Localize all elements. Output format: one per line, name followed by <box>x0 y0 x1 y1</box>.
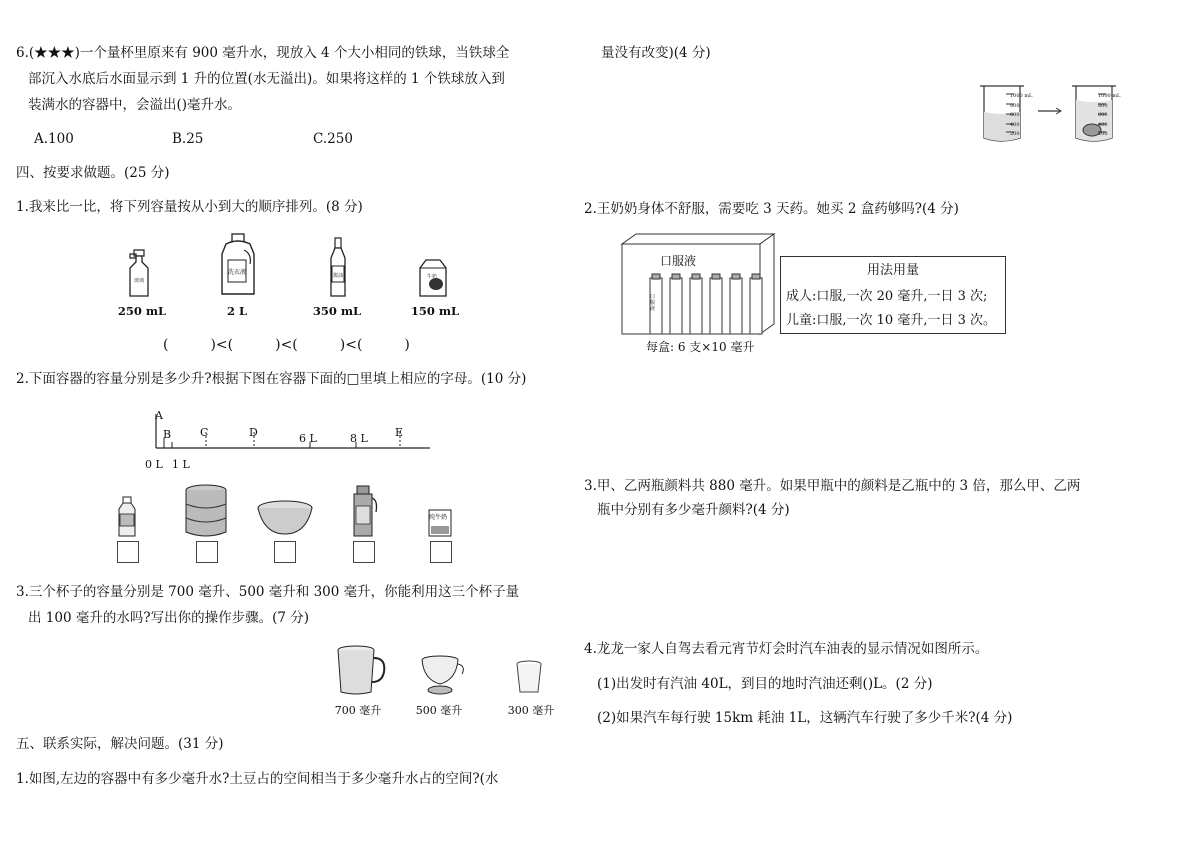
glass-300ml-icon <box>514 660 544 696</box>
thermos-icon <box>348 484 378 538</box>
order-answer-blanks[interactable]: ( )<( )<( )<( ) <box>163 337 410 353</box>
answer-box-4[interactable] <box>353 541 375 563</box>
answer-box-5[interactable] <box>430 541 452 563</box>
basin-icon <box>256 500 314 538</box>
marker-d: D <box>249 426 258 439</box>
cup-label-500: 500 毫升 <box>415 704 463 717</box>
q6-line2: 部沉入水底后水面显示到 1 升的位置(水无溢出)。如果将这样的 1 个铁球放入到 <box>28 71 505 87</box>
usage-child: 儿童:口服,一次 10 毫升,一日 3 次。 <box>786 313 996 328</box>
teacup-500ml-icon <box>418 654 466 696</box>
marker-1l: 1 L <box>172 458 190 471</box>
q6-option-c[interactable]: C.250 <box>313 131 353 147</box>
oil-drum-icon <box>183 484 229 538</box>
item-label-2l: 2 L <box>226 304 248 318</box>
s4-q3-line2: 出 100 毫升的水吗?写出你的操作步骤。(7 分) <box>28 610 310 626</box>
marker-e: E <box>395 426 404 439</box>
section-5-heading: 五、联系实际，解决问题。(31 分) <box>16 736 224 752</box>
marker-8l: 8 L <box>350 432 368 445</box>
milk-carton-icon <box>416 258 450 298</box>
s5-q1-line1: 1.如图,左边的容器中有多少毫升水?土豆占的空间相当于多少毫升水占的空间?(水 <box>16 771 499 787</box>
s4-q3-line1: 3.三个杯子的容量分别是 700 毫升、500 毫升和 300 毫升，你能利用这三个杯子量 <box>16 584 520 600</box>
answer-box-3[interactable] <box>274 541 296 563</box>
r-q4-text: 4.龙龙一家人自驾去看元宵节灯会时汽车油表的显示情况如图所示。 <box>584 641 989 657</box>
item-label-150ml: 150 mL <box>410 304 460 318</box>
r-q3-line2: 瓶中分别有多少毫升颜料?(4 分) <box>597 502 790 518</box>
q6-option-a[interactable]: A.100 <box>34 131 74 147</box>
soy-sauce-bottle-icon <box>327 236 349 298</box>
item-label-250ml: 250 mL <box>117 304 167 318</box>
r-q3-line1: 3.甲、乙两瓶颜料共 880 毫升。如果甲瓶中的颜料是乙瓶中的 3 倍，那么甲、乙两 <box>584 478 1081 494</box>
per-box-text: 每盒: 6 支×10 毫升 <box>646 340 755 354</box>
cup-label-700: 700 毫升 <box>334 704 382 717</box>
usage-adult: 成人:口服,一次 20 毫升,一日 3 次; <box>786 289 988 304</box>
beaker-left-marks: 1000 mL 800 600 400 200 <box>1010 93 1033 137</box>
milk-box-icon <box>427 508 453 538</box>
marker-a: A <box>155 409 163 422</box>
s4-q2-text: 2.下面容器的容量分别是多少升?根据下图在容器下面的□里填上相应的字母。(10 分) <box>16 371 527 387</box>
q6-line3: 装满水的容器中，会溢出()毫升水。 <box>28 97 242 113</box>
svg-text:玻璃: 玻璃 <box>133 278 145 284</box>
marker-0l: 0 L <box>145 458 163 471</box>
marker-b: B <box>163 428 172 441</box>
detergent-jug-icon <box>218 232 260 298</box>
medicine-box-icon <box>618 232 776 336</box>
vial-label: 口服液 <box>650 294 656 312</box>
q6-option-b[interactable]: B.25 <box>172 131 204 147</box>
r-q4-sub2: (2)如果汽车每行驶 15km 耗油 1L，这辆汽车行驶了多少千米?(4 分) <box>597 710 1013 726</box>
marker-6l: 6 L <box>299 432 317 445</box>
beaker-right-marks: 1000 mL 800 600 400 200 <box>1098 93 1121 137</box>
answer-box-2[interactable] <box>196 541 218 563</box>
arrow-icon <box>1036 106 1064 116</box>
medicine-box-title: 口服液 <box>660 254 697 268</box>
s4-q1-text: 1.我来比一比，将下列容量按从小到大的顺序排列。(8 分) <box>16 199 363 215</box>
svg-text:酱油: 酱油 <box>332 273 344 279</box>
usage-title: 用法用量 <box>866 263 919 278</box>
mug-700ml-icon <box>334 644 388 696</box>
s5-q1-line2: 量没有改变)(4 分) <box>601 45 711 61</box>
small-bottle-icon <box>116 496 138 538</box>
cup-label-300: 300 毫升 <box>507 704 555 717</box>
spray-bottle-icon <box>122 246 162 298</box>
r-q2-text: 2.王奶奶身体不舒服，需要吃 3 天药。她买 2 盒药够吗?(4 分) <box>584 201 959 217</box>
svg-text:洗衣液: 洗衣液 <box>227 269 247 276</box>
marker-c: C <box>200 426 209 439</box>
r-q4-sub1: (1)出发时有汽油 40L，到目的地时汽油还剩()L。(2 分) <box>597 676 933 692</box>
q6-line1: 6.(★★★)一个量杯里原来有 900 毫升水，现放入 4 个大小相同的铁球，当铁球全 <box>16 45 510 61</box>
answer-box-1[interactable] <box>117 541 139 563</box>
item-label-350ml: 350 mL <box>312 304 362 318</box>
section-4-heading: 四、按要求做题。(25 分) <box>16 165 170 181</box>
milk-box-label: 纯牛奶 <box>429 514 448 521</box>
svg-text:牛奶: 牛奶 <box>427 274 438 280</box>
